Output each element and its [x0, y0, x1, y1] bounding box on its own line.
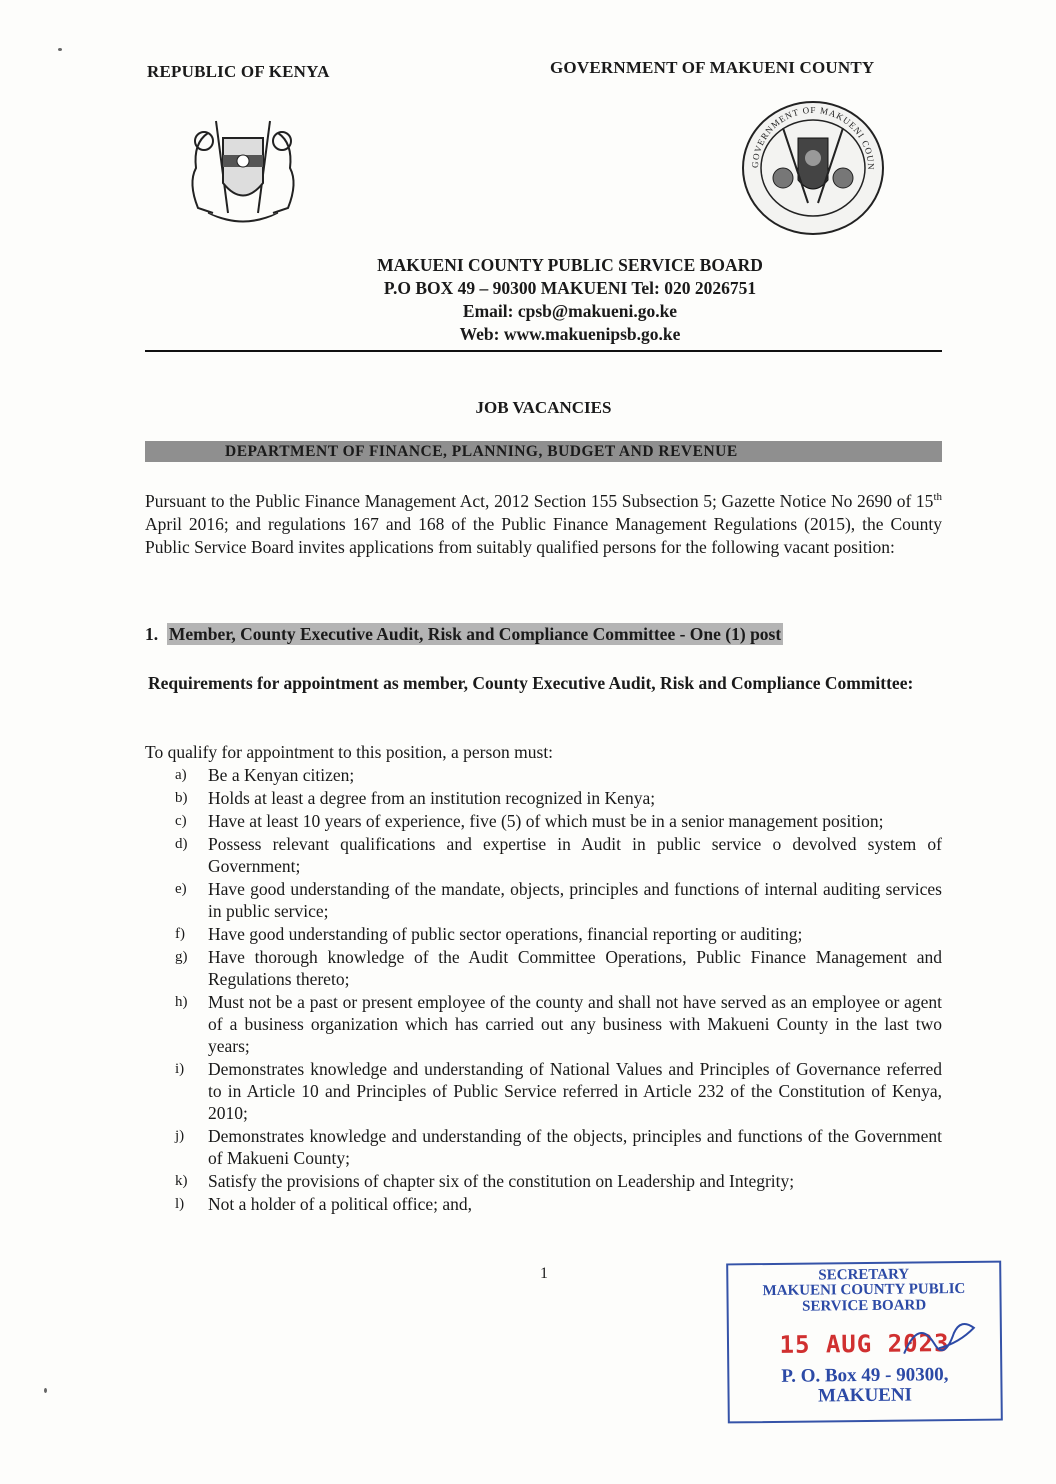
- scan-speck: [44, 1388, 47, 1393]
- requirement-marker: f): [175, 926, 185, 942]
- requirement-text: Have at least 10 years of experience, five (5) of which must be in a senior management position;: [208, 811, 884, 831]
- intro-text-start: Pursuant to the Public Finance Management Act, 2012 Section 155 Subsection 5; Gazette Notice No 2690 of 15: [145, 490, 934, 511]
- qualify-intro: To qualify for appointment to this position, a person must:: [145, 742, 554, 762]
- department-banner: DEPARTMENT OF FINANCE, PLANNING, BUDGET AND REVENUE: [145, 441, 942, 462]
- post-title: Member, County Executive Audit, Risk and Compliance Committee - One (1) post: [168, 624, 782, 644]
- requirement-item: [175, 764, 942, 786]
- requirement-item: [175, 1170, 942, 1192]
- intro-superscript: th: [933, 491, 942, 503]
- board-contact-block: [200, 254, 940, 346]
- kenya-coat-of-arms-icon: [168, 113, 318, 233]
- requirement-item: [175, 1193, 942, 1215]
- requirement-text: Demonstrates knowledge and understanding of the objects, principles and functions of the Government of Makueni County;: [208, 1126, 942, 1168]
- board-address: P.O BOX 49 – 90300 MAKUENI Tel: 020 2026751: [383, 278, 757, 298]
- requirement-item: [175, 833, 942, 877]
- requirement-marker: l): [175, 1196, 185, 1212]
- intro-text-end: April 2016; and regulations 167 and 168 of the Public Finance Management Regulations (2015), the County Public Service Board invites applications from suitably qualified persons for the following vacant position:: [145, 513, 942, 557]
- requirement-marker: j): [175, 1128, 185, 1144]
- requirement-marker: d): [175, 836, 188, 852]
- requirement-text: Have thorough knowledge of the Audit Committee Operations, Public Finance Management and Regulations thereto;: [208, 947, 942, 989]
- post-number: 1.: [145, 624, 159, 644]
- requirement-item: [175, 810, 942, 832]
- secretary-stamp: [726, 1261, 1003, 1424]
- requirement-text: Be a Kenyan citizen;: [208, 765, 355, 785]
- seal-ring-text: GOVERNMENT OF MAKUENI COUN: [749, 104, 877, 171]
- stamp-service-board: SERVICE BOARD: [801, 1297, 927, 1315]
- requirement-text: Demonstrates knowledge and understanding of National Values and Principles of Governance referred to in Article 10 and Principles of Public Service referred in Article 232 of the Constitution of Kenya, 2010;: [208, 1059, 942, 1123]
- stamp-board-line: MAKUENI COUNTY PUBLIC: [762, 1280, 966, 1300]
- requirement-text: Have good understanding of the mandate, objects, principles and functions of internal auditing services in public service;: [208, 879, 942, 921]
- page-number: 1: [540, 1265, 548, 1282]
- requirement-marker: i): [175, 1061, 185, 1077]
- requirement-text: Possess relevant qualifications and expertise in Audit in public service o devolved system of Government;: [208, 834, 942, 876]
- requirement-marker: h): [175, 994, 188, 1010]
- county-government-heading: GOVERNMENT OF MAKUENI COUNTY: [550, 58, 875, 77]
- requirement-text: Not a holder of a political office; and,: [208, 1194, 473, 1214]
- stamp-po-box: P. O. Box 49 - 90300,: [781, 1364, 949, 1387]
- requirement-item: [175, 923, 942, 945]
- requirement-marker: g): [175, 949, 188, 965]
- requirement-text: Satisfy the provisions of chapter six of the constitution on Leadership and Integrity;: [208, 1171, 795, 1191]
- requirement-text: Must not be a past or present employee of the county and shall not have served as an employee or agent of a business organization which has carried out any business with Makueni County in the last two years;: [208, 992, 942, 1056]
- requirement-marker: e): [175, 881, 187, 897]
- requirement-marker: c): [175, 813, 187, 829]
- requirement-text: Holds at least a degree from an institution recognized in Kenya;: [208, 788, 656, 808]
- requirement-marker: b): [175, 790, 188, 806]
- makueni-county-seal-icon: [738, 98, 888, 238]
- board-email: Email: cpsb@makueni.go.ke: [462, 301, 678, 321]
- requirement-item: [175, 787, 942, 809]
- stamp-date: 15 AUG 2023: [779, 1329, 950, 1359]
- signature-mark: [899, 1313, 980, 1364]
- requirement-item: [175, 878, 942, 922]
- requirements-heading: Requirements for appointment as member, County Executive Audit, Risk and Compliance Committee:: [148, 673, 914, 693]
- requirement-item: [175, 1058, 942, 1124]
- page-title: JOB VACANCIES: [475, 398, 612, 417]
- intro-paragraph: [145, 486, 942, 559]
- requirement-text: Have good understanding of public sector operations, financial reporting or auditing;: [208, 924, 803, 944]
- requirement-marker: k): [175, 1173, 188, 1189]
- requirement-item: [175, 991, 942, 1057]
- board-website: Web: www.makuenipsb.go.ke: [459, 324, 681, 344]
- republic-of-kenya-heading: REPUBLIC OF KENYA: [147, 62, 330, 81]
- requirement-item: [175, 1125, 942, 1169]
- stamp-secretary: SECRETARY: [818, 1266, 910, 1284]
- requirement-item: [175, 946, 942, 990]
- requirements-list: [175, 764, 942, 1216]
- vacancy-post-heading: [145, 624, 783, 645]
- board-name: MAKUENI COUNTY PUBLIC SERVICE BOARD: [377, 255, 763, 275]
- requirement-marker: a): [175, 767, 187, 783]
- header-divider: [145, 350, 942, 352]
- scan-speck: [58, 48, 62, 51]
- stamp-town: MAKUENI: [817, 1384, 913, 1407]
